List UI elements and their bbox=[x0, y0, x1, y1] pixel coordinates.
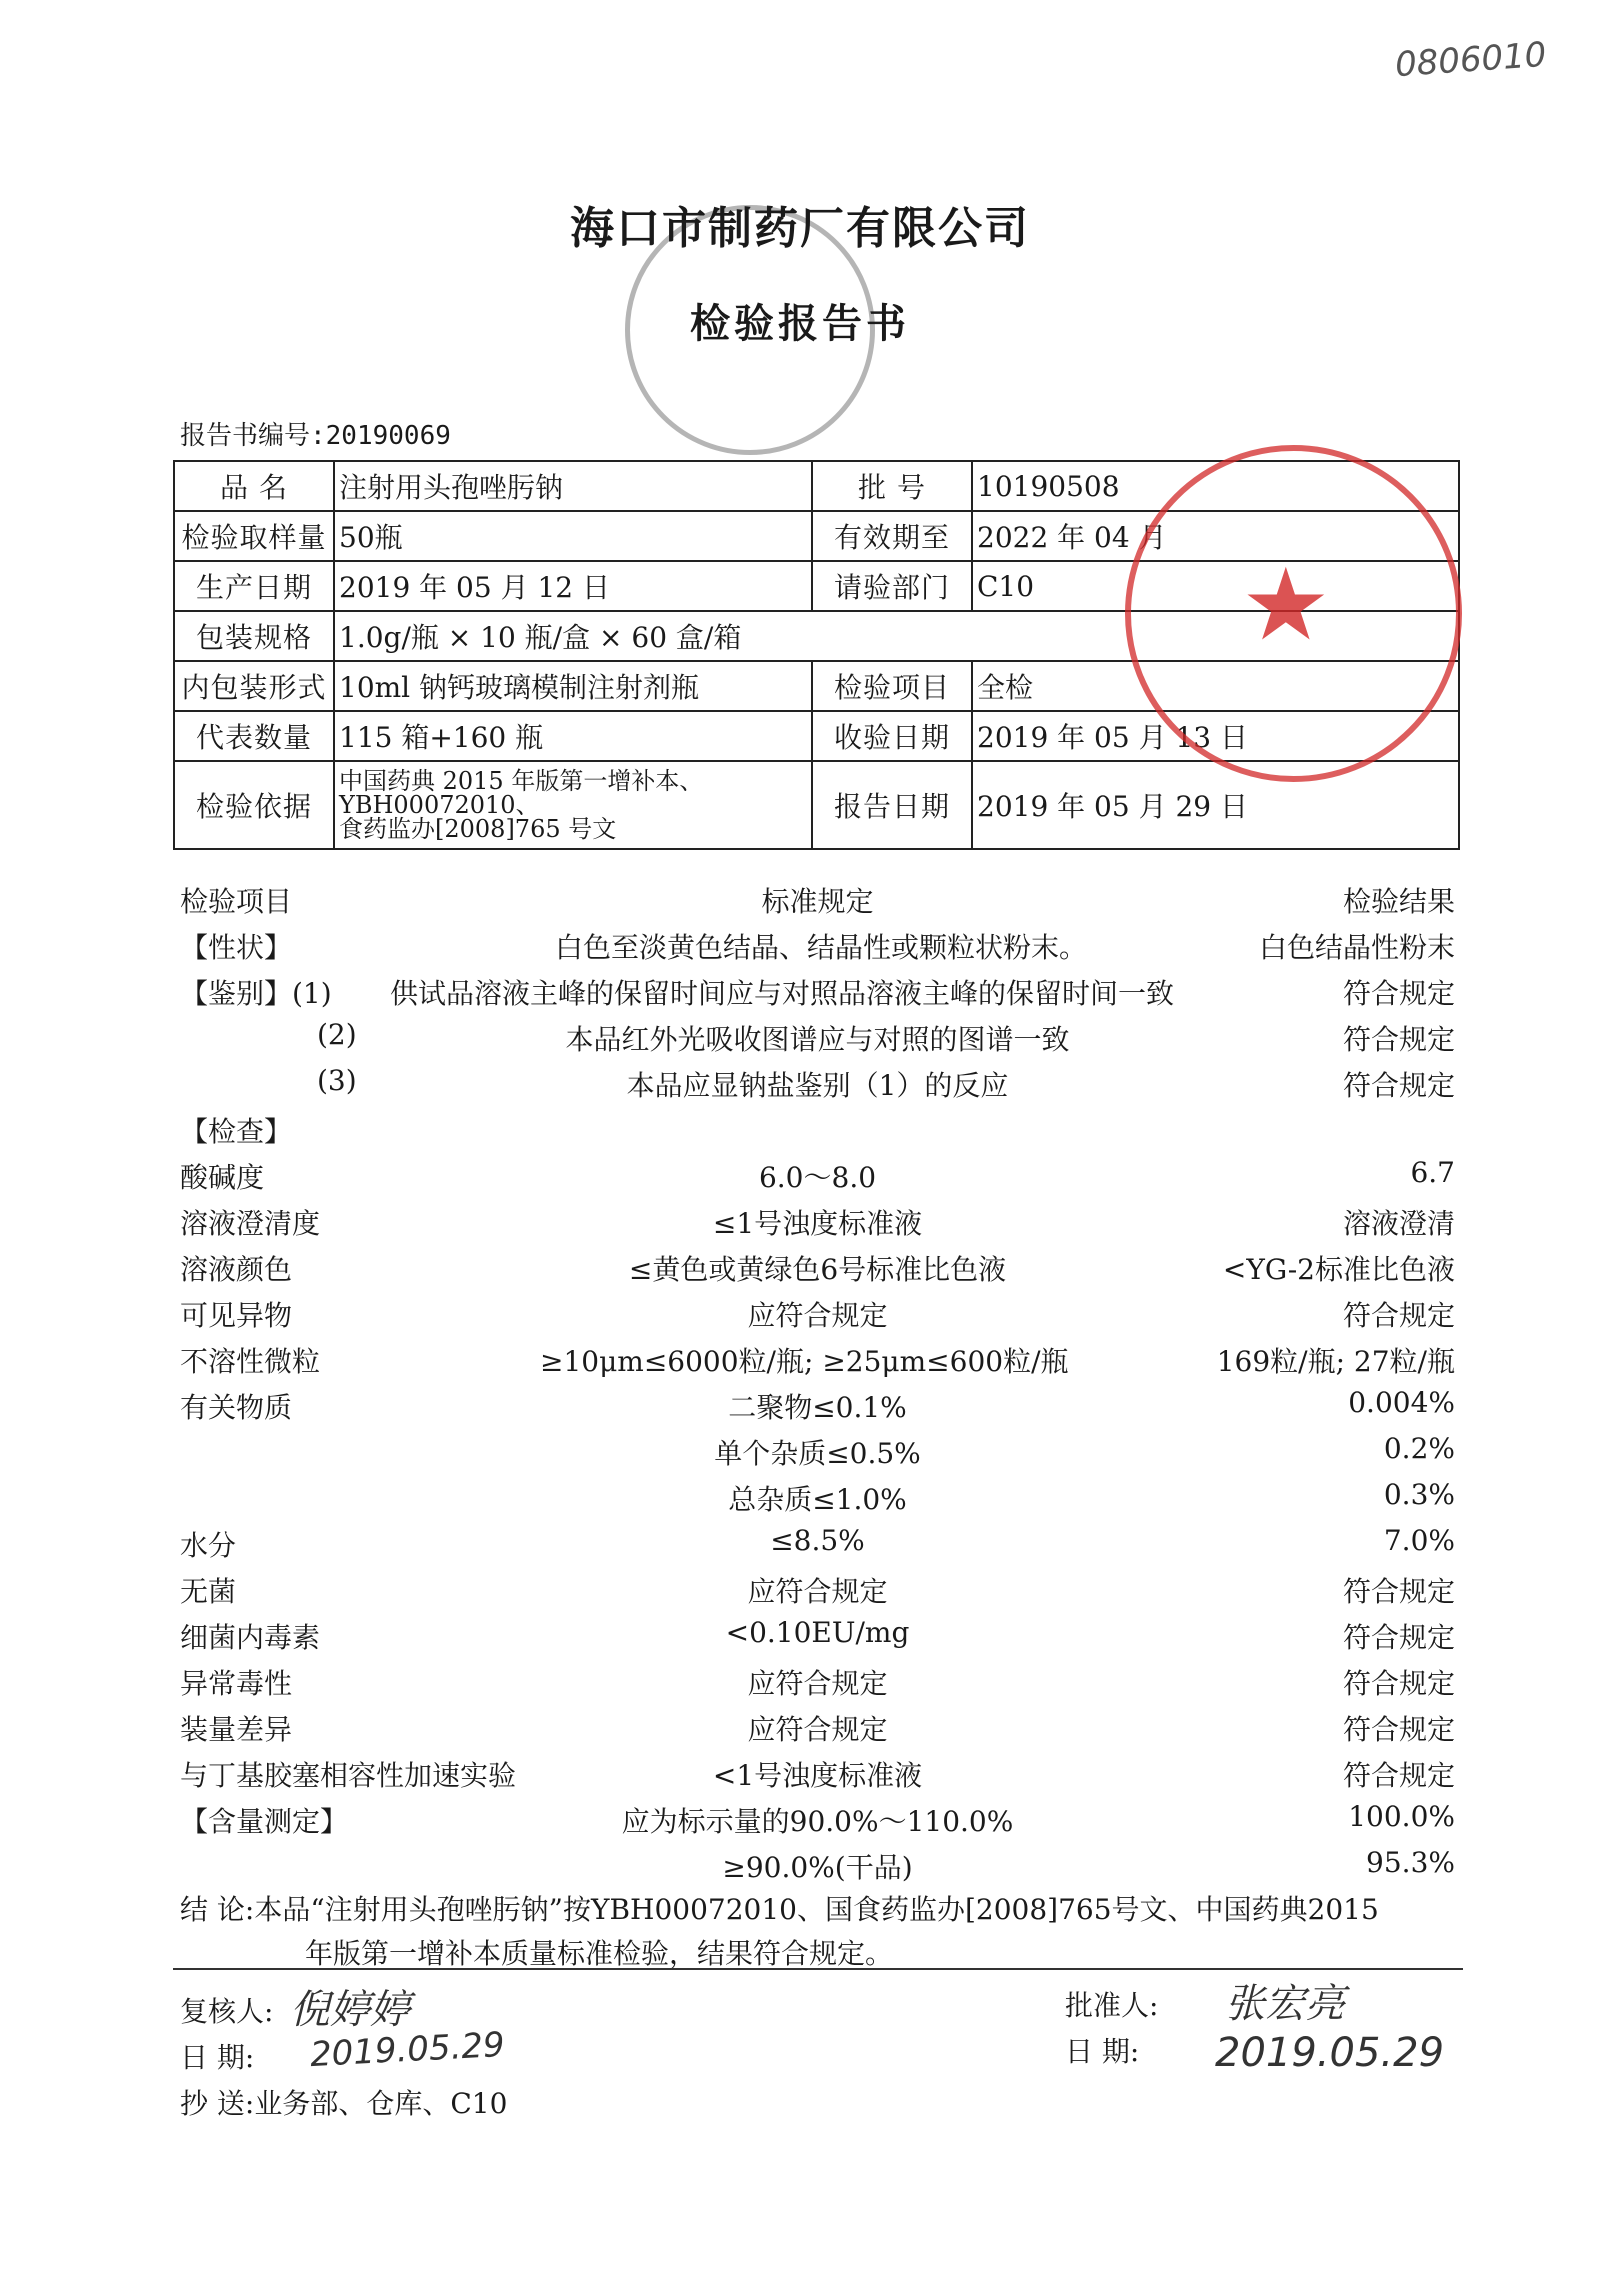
result-standard: 本品红外光吸收图谱应与对照的图谱一致 bbox=[565, 1023, 1070, 1056]
result-item: 【含量测定】 bbox=[180, 1805, 349, 1838]
result-value: 符合规定 bbox=[1342, 1575, 1455, 1608]
result-value: 169粒/瓶; 27粒/瓶 bbox=[1216, 1345, 1455, 1378]
result-value: 100.0% bbox=[1348, 1800, 1455, 1833]
result-item: 有关物质 bbox=[180, 1391, 293, 1424]
inner-package: 10ml 钠钙玻璃模制注射剂瓶 bbox=[334, 661, 812, 711]
cc-line: 抄 送:业务部、仓库、C10 bbox=[180, 2087, 508, 2120]
result-standard: ≤8.5% bbox=[770, 1524, 865, 1557]
header-result: 检验结果 bbox=[1342, 885, 1455, 918]
result-row bbox=[180, 1616, 1455, 1656]
result-value: 白色结晶性粉末 bbox=[1258, 931, 1455, 964]
result-value: 95.3% bbox=[1366, 1846, 1455, 1879]
result-item: 细菌内毒素 bbox=[180, 1621, 321, 1654]
result-standard: 应符合规定 bbox=[747, 1299, 888, 1332]
conclusion-line: 年版第一增补本质量标准检验，结果符合规定。 bbox=[305, 1937, 894, 1970]
report-number: 报告书编号:20190069 bbox=[180, 421, 451, 451]
test-item-label: 检验项目 bbox=[812, 661, 972, 711]
header-item: 检验项目 bbox=[180, 885, 293, 918]
expiry-label: 有效期至 bbox=[812, 511, 972, 561]
approver-date: 2019.05.29 bbox=[1215, 2030, 1445, 2076]
result-value: 符合规定 bbox=[1342, 1299, 1455, 1332]
quality-stamp bbox=[1125, 445, 1462, 782]
test-item: 全检 bbox=[972, 661, 1459, 711]
result-row bbox=[180, 1156, 1455, 1196]
star-icon: ★ bbox=[1241, 546, 1331, 663]
document-title: 检验报告书 bbox=[690, 300, 910, 347]
result-standard: 白色至淡黄色结晶、结晶性或颗粒状粉末。 bbox=[555, 931, 1088, 964]
result-value: 符合规定 bbox=[1342, 1069, 1455, 1102]
result-standard: 应为标示量的90.0%～110.0% bbox=[621, 1805, 1014, 1838]
result-standard: ≤黄色或黄绿色6号标准比色液 bbox=[628, 1253, 1007, 1286]
result-row bbox=[180, 1248, 1455, 1288]
result-row bbox=[180, 1018, 1455, 1058]
conclusion-line: 结 论:本品“注射用头孢唑肟钠”按YBH00072010、国食药监办[2008]765号文、中国药典2015 bbox=[180, 1893, 1379, 1926]
result-row bbox=[180, 1064, 1455, 1104]
results-header bbox=[180, 880, 1455, 920]
result-value: 符合规定 bbox=[1342, 1759, 1455, 1792]
sample-amount: 50瓶 bbox=[334, 511, 812, 561]
result-value: 0.2% bbox=[1383, 1432, 1455, 1465]
result-item: 与丁基胶塞相容性加速实验 bbox=[180, 1759, 517, 1792]
result-standard: <1号浊度标准液 bbox=[712, 1759, 923, 1792]
name-label: 品 名 bbox=[174, 461, 334, 511]
test-basis bbox=[334, 761, 812, 849]
result-item: 无菌 bbox=[180, 1575, 237, 1608]
basis-line: YBH00072010、 bbox=[339, 791, 540, 819]
report-date-label: 报告日期 bbox=[812, 761, 972, 849]
result-standard: 总杂质≤1.0% bbox=[728, 1483, 907, 1516]
requesting-dept: C10 bbox=[972, 561, 1459, 611]
result-value: 符合规定 bbox=[1342, 1621, 1455, 1654]
result-row bbox=[180, 1846, 1455, 1886]
package-label: 包装规格 bbox=[174, 611, 334, 661]
sample-label: 检验取样量 bbox=[174, 511, 334, 561]
result-row bbox=[180, 1110, 1455, 1150]
approver-signature: 张宏亮 bbox=[1225, 1981, 1345, 2027]
batch-number: 10190508 bbox=[972, 461, 1459, 511]
reviewer-date-label: 日 期: bbox=[180, 2041, 255, 2074]
result-row bbox=[180, 1800, 1455, 1840]
result-value: 溶液澄清 bbox=[1342, 1207, 1455, 1240]
result-item: 溶液颜色 bbox=[180, 1253, 293, 1286]
result-row bbox=[180, 972, 1455, 1012]
handwritten-code: 0806010 bbox=[1393, 34, 1548, 86]
result-row bbox=[180, 1386, 1455, 1426]
result-value: 0.3% bbox=[1383, 1478, 1455, 1511]
result-row bbox=[180, 1662, 1455, 1702]
basis-label: 检验依据 bbox=[174, 761, 334, 849]
package-spec: 1.0g/瓶 × 10 瓶/盒 × 60 盒/箱 bbox=[334, 611, 1459, 661]
expiry-date: 2022 年 04 月 bbox=[972, 511, 1459, 561]
section-heading: 【检查】 bbox=[180, 1115, 293, 1148]
result-item: (2) bbox=[317, 1018, 357, 1051]
result-standard: 应符合规定 bbox=[747, 1713, 888, 1746]
result-value: 符合规定 bbox=[1342, 1023, 1455, 1056]
result-item: 可见异物 bbox=[180, 1299, 293, 1332]
result-item: 酸碱度 bbox=[180, 1161, 265, 1194]
result-item: 不溶性微粒 bbox=[180, 1345, 321, 1378]
result-value: <YG-2标准比色液 bbox=[1222, 1253, 1455, 1286]
quantity: 115 箱+160 瓶 bbox=[334, 711, 812, 761]
basis-line: 食药监办[2008]765 号文 bbox=[339, 815, 617, 843]
result-value: 符合规定 bbox=[1342, 977, 1455, 1010]
production-date-label: 生产日期 bbox=[174, 561, 334, 611]
result-item: (3) bbox=[317, 1064, 357, 1097]
reviewer-signature: 倪婷婷 bbox=[290, 1987, 410, 2033]
reviewer-date: 2019.05.29 bbox=[309, 2024, 506, 2076]
result-row bbox=[180, 1432, 1455, 1472]
approver-date-label: 日 期: bbox=[1065, 2035, 1140, 2068]
result-standard: ≥90.0%(干品) bbox=[722, 1851, 913, 1884]
result-item: 异常毒性 bbox=[180, 1667, 293, 1700]
product-name: 注射用头孢唑肟钠 bbox=[334, 461, 812, 511]
result-value: 符合规定 bbox=[1342, 1667, 1455, 1700]
result-row bbox=[180, 1340, 1455, 1380]
result-row bbox=[180, 1202, 1455, 1242]
basis-line: 中国药典 2015 年版第一增补本、 bbox=[339, 767, 704, 795]
result-standard: 二聚物≤0.1% bbox=[728, 1391, 907, 1424]
result-row bbox=[180, 1708, 1455, 1748]
reviewer-label: 复核人: bbox=[180, 1995, 274, 2028]
quantity-label: 代表数量 bbox=[174, 711, 334, 761]
header-standard: 标准规定 bbox=[761, 885, 874, 918]
result-row bbox=[180, 1294, 1455, 1334]
result-row bbox=[180, 1478, 1455, 1518]
result-standard: 6.0～8.0 bbox=[758, 1161, 877, 1194]
result-standard: ≥10μm≤6000粒/瓶; ≥25μm≤600粒/瓶 bbox=[540, 1345, 1069, 1378]
result-row bbox=[180, 1524, 1455, 1564]
receive-date-label: 收验日期 bbox=[812, 711, 972, 761]
result-item: 装量差异 bbox=[180, 1713, 293, 1746]
inner-package-label: 内包装形式 bbox=[174, 661, 334, 711]
result-row bbox=[180, 1754, 1455, 1794]
dept-label: 请验部门 bbox=[812, 561, 972, 611]
result-standard: ≤1号浊度标准液 bbox=[712, 1207, 923, 1240]
batch-label: 批 号 bbox=[812, 461, 972, 511]
production-date: 2019 年 05 月 12 日 bbox=[334, 561, 812, 611]
approver-label: 批准人: bbox=[1065, 1989, 1159, 2022]
receive-date: 2019 年 05 月 13 日 bbox=[972, 711, 1459, 761]
result-item: 【鉴别】(1) bbox=[180, 977, 332, 1010]
result-value: 6.7 bbox=[1410, 1156, 1455, 1189]
result-standard: 供试品溶液主峰的保留时间应与对照品溶液主峰的保留时间一致 bbox=[390, 977, 1175, 1010]
result-row bbox=[180, 1570, 1455, 1610]
result-item: 水分 bbox=[180, 1529, 237, 1562]
result-standard: 应符合规定 bbox=[747, 1667, 888, 1700]
result-standard: <0.10EU/mg bbox=[725, 1616, 910, 1649]
result-value: 7.0% bbox=[1383, 1524, 1455, 1557]
company-name: 海口市制药厂有限公司 bbox=[570, 203, 1030, 254]
result-item: 【性状】 bbox=[180, 931, 293, 964]
result-standard: 单个杂质≤0.5% bbox=[714, 1437, 921, 1470]
result-value: 0.004% bbox=[1348, 1386, 1455, 1419]
result-standard: 本品应显钠盐鉴别（1）的反应 bbox=[626, 1069, 1009, 1102]
result-standard: 应符合规定 bbox=[747, 1575, 888, 1608]
result-row bbox=[180, 926, 1455, 966]
result-value: 符合规定 bbox=[1342, 1713, 1455, 1746]
report-date: 2019 年 05 月 29 日 bbox=[972, 761, 1459, 849]
result-item: 溶液澄清度 bbox=[180, 1207, 321, 1240]
divider bbox=[173, 1968, 1463, 1970]
